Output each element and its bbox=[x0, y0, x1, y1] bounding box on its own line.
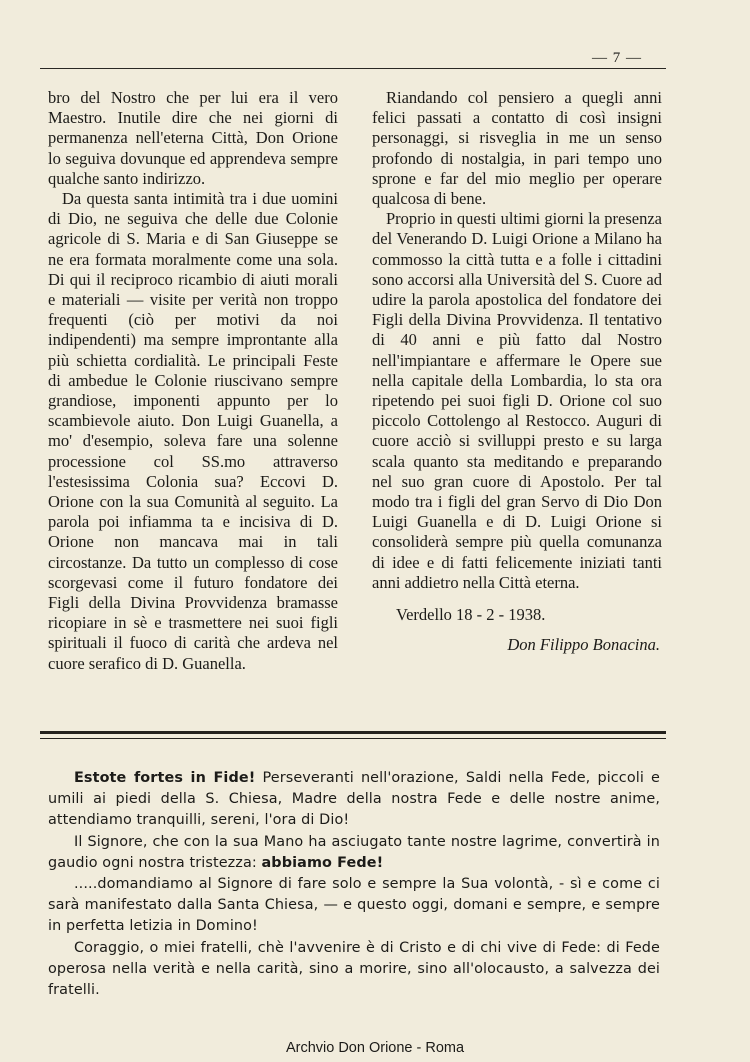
left-paragraph-2: Da questa santa intimità tra i due uomini di Dio, ne seguiva che delle due Colonie agricole di S. Maria e di San Giuseppe se ne era formata moralmente come una sola. Di qui il reciproco ricambio di aiuti morali e materiali — visite per verità non troppo frequenti (ciò per motivi da noi indipendenti) ma sempre improntante alla più schietta cordialità. Le principali Feste di ambedue le Colonie riuscivano sempre grandiose, imponenti appunto per lo scambievole aiuto. Don Luigi Guanella, a mo' d'esempio, soleva fare una solenne processione col SS.mo attraverso l'estesissima Colonia sua? Eccovi D. Orione con la sua Comunità al seguito. La parola poi infiamma ta e incisiva di D. Orione non mancava mai in tali circostanze. Da tutto un complesso di cose scorgevasi come il futuro fondatore dei Figli della Divina Provvidenza bramasse ricopiare in sè e trasmettere nei suoi figli spirituali il fuoco di carità che ardeva nel cuore serafico di D. Guanella. bbox=[48, 189, 338, 673]
top-rule bbox=[40, 68, 666, 69]
right-column bbox=[372, 88, 662, 655]
archive-footer: Archvio Don Orione - Roma bbox=[285, 1040, 465, 1056]
date-line: Verdello 18 - 2 - 1938. bbox=[396, 605, 546, 625]
left-column bbox=[48, 88, 338, 674]
section-divider-thick bbox=[40, 731, 666, 734]
exhortation-paragraph-3: .....domandiamo al Signore di fare solo e sempre la Sua volontà, - sì e come ci sarà manifestato dalla Santa Chiesa, — e questo oggi, domani e sempre, e sempre in perfetta letizia in Domino! bbox=[48, 876, 660, 935]
left-paragraph-1: bro del Nostro che per lui era il vero Maestro. Inutile dire che nei giorni di permanenza nell'eterna Città, Don Orione lo seguiva dovunque ed apprendeva sempre qualche santo indirizzo. bbox=[48, 88, 338, 188]
signature: Don Filippo Bonacina. bbox=[507, 635, 660, 655]
right-paragraph-1: Riandando col pensiero a quegli anni felici passati a contatto di così insigni personaggi, si risveglia in me un senso profondo di nostalgia, in pari tempo uno sprone e far del mio meglio per operare qualcosa di bene. bbox=[372, 88, 662, 209]
exhortation-box bbox=[48, 768, 660, 1001]
right-paragraph-2: Proprio in questi ultimi giorni la presenza del Venerando D. Luigi Orione a Milano ha commosso la città tutta e a folle i cittadini sono accorsi alla Università del S. Cuore ad udire la parola apostolica del fondatore dei Figli della Divina Provvidenza. Il tentativo di 40 anni e più fatto dal Nostro nell'impiantare e affermare le Opere sue nella capitale della Lombardia, lo sta ora ripetendo pei suoi figli D. Orione col suo piccolo Cottolengo al Restocco. Auguri di cuore acciò si svilluppi presto e su larga scala quanto sta meditando e preparando nel suo gran cuore di Apostolo. Per tal modo tra i figli del gran Servo di Dio Don Luigi Guanella e di D. Luigi Orione si consoliderà sempre più quella comunanza di idee e di fatti felicemente iniziati tanti anni addietro nella Città eterna. bbox=[372, 209, 662, 592]
section-divider-thin bbox=[40, 738, 666, 739]
page-number: — 7 — bbox=[592, 50, 642, 66]
exhortation-motto: Estote fortes in Fide! bbox=[74, 770, 256, 786]
exhortation-p2-bold: abbiamo Fede! bbox=[261, 854, 384, 871]
exhortation-paragraph-2 bbox=[48, 832, 660, 874]
exhortation-paragraph-4: Coraggio, o miei fratelli, chè l'avvenire è di Cristo e di chi vive di Fede: di Fede operosa nella verità e nella carità, sino a morire, sino all'olocausto, a salvezza dei fratelli. bbox=[48, 939, 660, 999]
exhortation-paragraph-1 bbox=[48, 768, 660, 832]
exhortation-p1-text: Perseveranti nell'orazione, Saldi nella Fede, piccoli e umili ai piedi della S. Chiesa, Madre della nostra Fede e delle nostre anime, attendiamo tranquilli, sereni, l'ora di Dio! bbox=[48, 770, 660, 829]
exhortation-p2-text: Il Signore, che con la sua Mano ha asciugato tante nostre lagrime, convertirà in gaudio ogni nostra tristezza: bbox=[48, 833, 660, 871]
